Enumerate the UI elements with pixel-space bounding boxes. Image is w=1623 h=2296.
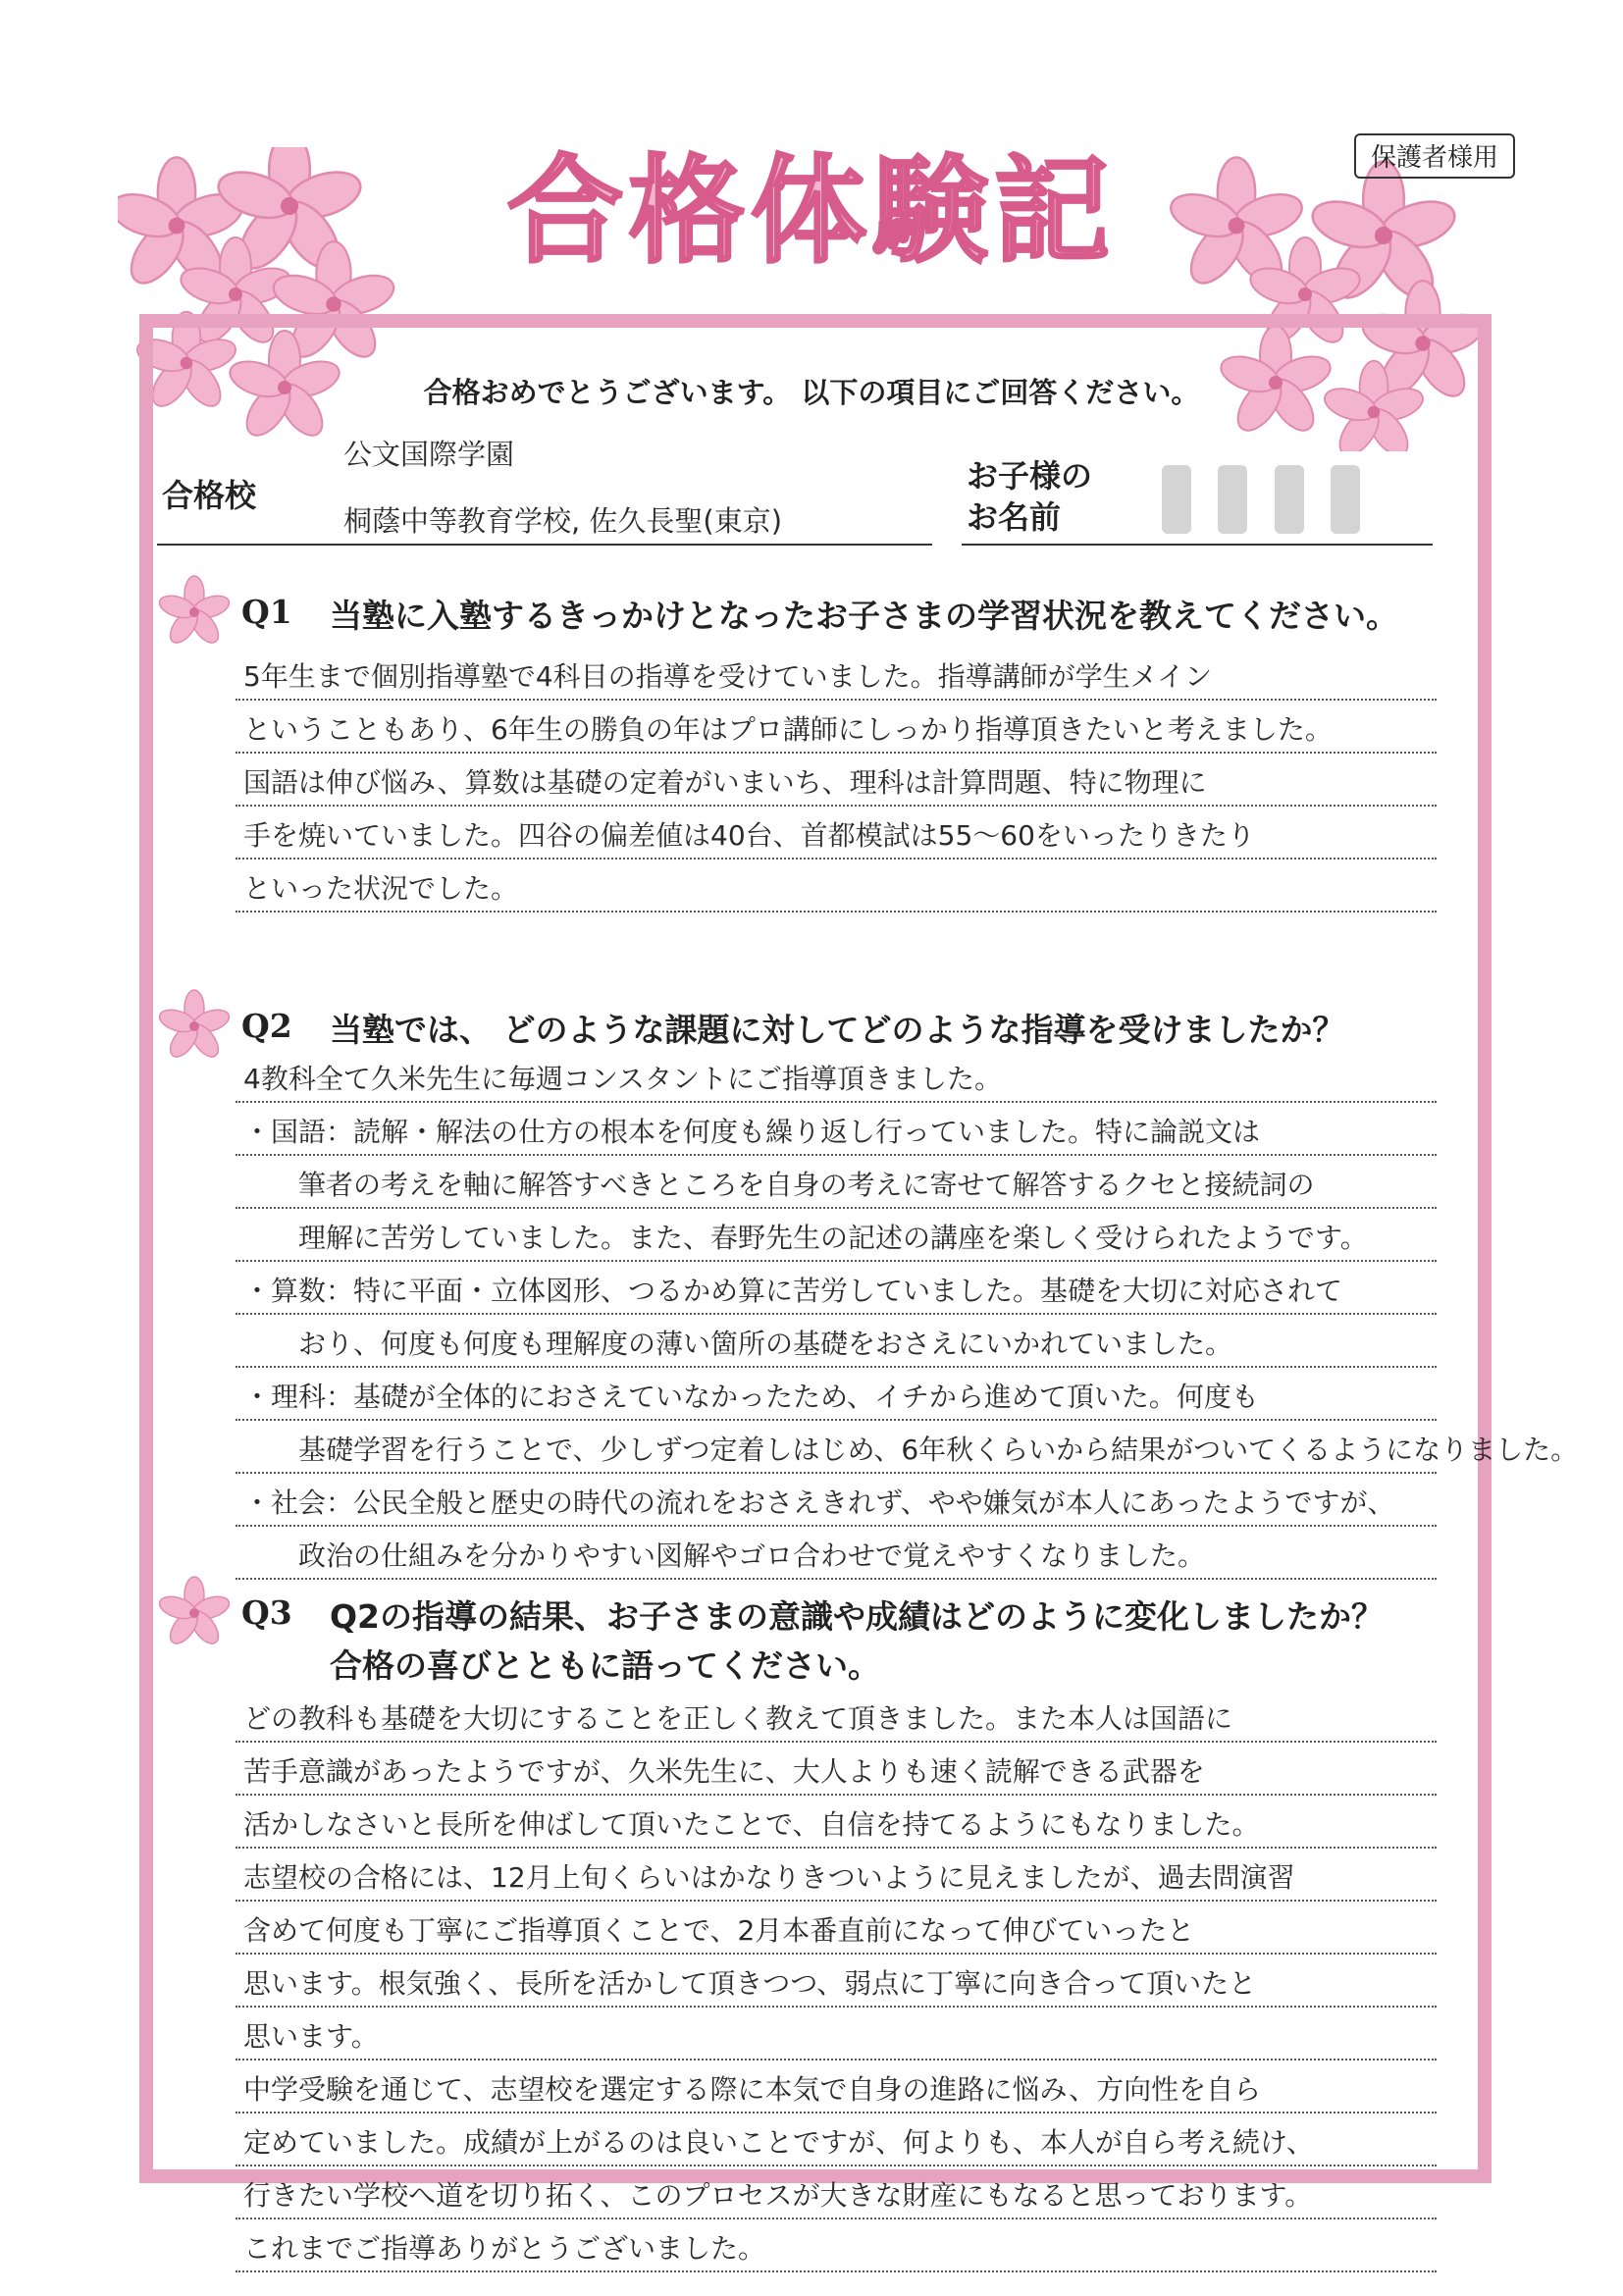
q1-flower-icon	[155, 573, 234, 652]
answer-line: ・理科：基礎が全体的におさえていなかったため、イチから進めて頂いた。何度も	[236, 1368, 1437, 1421]
q2-number: Q2	[241, 1007, 292, 1045]
child-name-label-2: お名前	[967, 498, 1062, 536]
answer-line: ・国語：読解・解法の仕方の根本を何度も繰り返し行っていました。特に論説文は	[236, 1103, 1437, 1156]
answer-line: 基礎学習を行うことで、少しずつ定着しはじめ、6年秋くらいから結果がついてくるようになりました。	[236, 1421, 1437, 1474]
answer-line: おり、何度も何度も理解度の薄い箇所の基礎をおさえにいかれていました。	[236, 1315, 1437, 1368]
q3-number: Q3	[241, 1593, 292, 1632]
answer-line: 志望校の合格には、12月上旬くらいはかなりきついように見えましたが、過去問演習	[236, 1849, 1437, 1902]
answer-line: これまでご指導ありがとうございました。	[236, 2219, 1437, 2272]
answer-line: 政治の仕組みを分かりやすい図解やゴロ合わせで覚えやすくなりました。	[236, 1527, 1437, 1580]
answer-line: ・算数：特に平面・立体図形、つるかめ算に苦労していました。基礎を大切に対応されて	[236, 1262, 1437, 1315]
q1-number: Q1	[241, 593, 292, 631]
answer-line: ・社会：公民全般と歴史の時代の流れをおさえきれず、やや嫌気が本人にあったようですが、	[236, 1474, 1437, 1527]
answer-line: 筆者の考えを軸に解答すべきところを自身の考えに寄せて解答するクセと接続詞の	[236, 1156, 1437, 1209]
answer-line: 定めていました。成績が上がるのは良いことですが、何よりも、本人が自ら考え続け、	[236, 2113, 1437, 2166]
q2-flower-icon	[155, 987, 234, 1066]
q2-question: 当塾では、 どのような課題に対してどのような指導を受けましたか？	[330, 1011, 1345, 1049]
child-name-label-1: お子様の	[967, 457, 1093, 495]
q3-answer	[236, 1690, 1437, 2272]
answer-line: 4教科全て久米先生に毎週コンスタントにご指導頂きました。	[236, 1050, 1437, 1103]
answer-line: 思います。根気強く、長所を活かして頂きつつ、弱点に丁寧に向き合って頂いたと	[236, 1955, 1437, 2008]
q3-flower-icon	[155, 1574, 234, 1652]
q3-question-line1: Q2の指導の結果、お子さまの意識や成績はどのように変化しましたか？	[330, 1597, 1385, 1636]
answer-line: ということもあり、6年生の勝負の年はプロ講師にしっかり指導頂きたいと考えました。	[236, 701, 1437, 754]
school-label: 合格校	[162, 477, 257, 514]
answer-line: 5年生まで個別指導塾で4科目の指導を受けていました。指導講師が学生メイン	[236, 648, 1437, 701]
answer-line: 苦手意識があったようですが、久米先生に、大人よりも速く読解できる武器を	[236, 1743, 1437, 1796]
answer-line: 含めて何度も丁寧にご指導頂くことで、2月本番直前になって伸びていったと	[236, 1902, 1437, 1955]
answer-line: 理解に苦労していました。また、春野先生の記述の講座を楽しく受けられたようです。	[236, 1209, 1437, 1262]
q2-answer	[236, 1050, 1579, 1580]
q3-question-line2: 合格の喜びとともに語ってください。	[330, 1646, 880, 1685]
answer-line: 行きたい学校へ道を切り拓く、このプロセスが大きな財産にもなると思っております。	[236, 2166, 1437, 2219]
answer-line: 思います。	[236, 2008, 1437, 2061]
answer-line: といった状況でした。	[236, 860, 1437, 913]
greeting-text: 合格おめでとうございます。 以下の項目にご回答ください。	[423, 376, 1200, 409]
guardian-badge: 保護者様用	[1354, 133, 1515, 179]
answer-line: 中学受験を通じて、志望校を選定する際に本気で自身の進路に悩み、方向性を自ら	[236, 2061, 1437, 2113]
school-name-line1: 公文国際学園	[343, 438, 515, 471]
page-title: 合格体験記	[506, 142, 1116, 279]
q1-question: 当塾に入塾するきっかけとなったお子さまの学習状況を教えてください。	[330, 597, 1398, 635]
name-underline	[962, 544, 1433, 546]
q1-answer	[236, 648, 1437, 913]
answer-line: どの教科も基礎を大切にすることを正しく教えて頂きました。また本人は国語に	[236, 1690, 1437, 1743]
answer-line: 国語は伸び悩み、算数は基礎の定着がいまいち、理科は計算問題、特に物理に	[236, 754, 1437, 807]
answer-line: 活かしなさいと長所を伸ばして頂いたことで、自信を持てるようにもなりました。	[236, 1796, 1437, 1849]
school-underline	[157, 544, 932, 546]
school-name-line2: 桐蔭中等教育学校, 佐久長聖(東京)	[343, 504, 783, 538]
redacted-name	[1148, 457, 1374, 542]
answer-line: 手を焼いていました。四谷の偏差値は40台、首都模試は55～60をいったりきたり	[236, 807, 1437, 860]
